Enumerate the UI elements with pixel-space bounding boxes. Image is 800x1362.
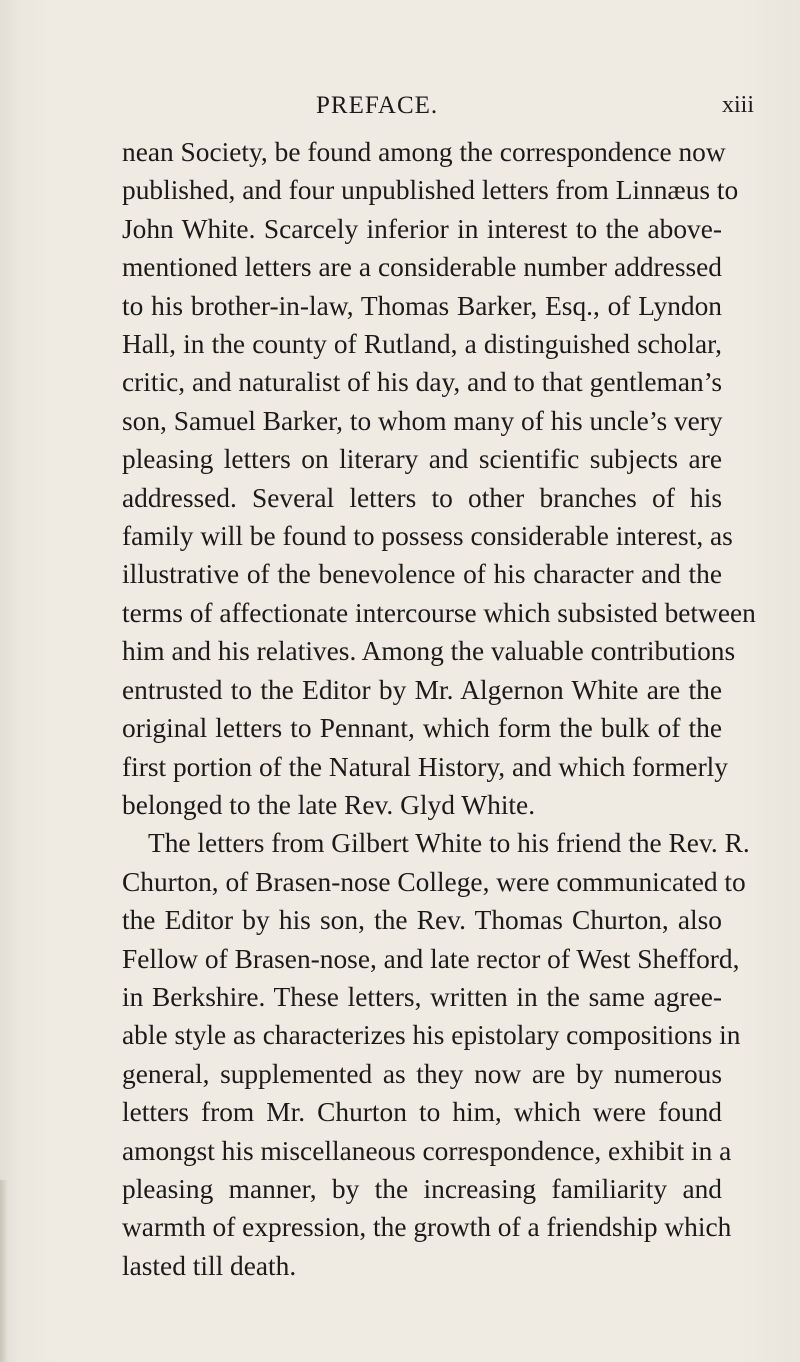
text-line: him and his relatives. Among the valuable contributions xyxy=(122,636,736,667)
page-number: xiii xyxy=(722,92,755,118)
text-line: Churton, of Brasen-nose College, were communicated to xyxy=(122,866,746,897)
text-line: able style as characterizes his epistolary compositions in xyxy=(122,1020,741,1051)
text-line: Fellow of Brasen-nose, and late rector of West Shefford, xyxy=(122,943,740,974)
text-line: family will be found to possess considerable interest, as xyxy=(122,521,733,552)
text-line: mentioned letters are a considerable number addressed xyxy=(122,252,722,283)
text-line: pleasing manner, by the increasing familiarity and xyxy=(122,1173,722,1204)
text-line: critic, and naturalist of his day, and to that gentleman’s xyxy=(122,367,722,398)
text-line: published, and four unpublished letters from Linnæus to xyxy=(122,175,739,206)
text-line: letters from Mr. Churton to him, which were found xyxy=(122,1097,722,1128)
running-head xyxy=(0,92,800,132)
text-line: pleasing letters on literary and scientific subjects are xyxy=(122,444,722,475)
text-line: lasted till death. xyxy=(122,1250,297,1281)
text-line: addressed. Several letters to other branches of his xyxy=(122,482,722,513)
running-head-title: PREFACE. xyxy=(316,92,439,119)
text-line: belonged to the late Rev. Glyd White. xyxy=(122,789,536,820)
text-line: to his brother-in-law, Thomas Barker, Esq., of Lyndon xyxy=(122,290,722,321)
text-line: The letters from Gilbert White to his friend the Rev. R. xyxy=(148,828,750,859)
preface-body-text xyxy=(122,133,756,1285)
text-line: nean Society, be found among the correspondence now xyxy=(122,137,726,167)
text-line: in Berkshire. These letters, written in the same agree- xyxy=(122,981,722,1012)
text-line: the Editor by his son, the Rev. Thomas Churton, also xyxy=(122,905,722,936)
text-line: warmth of expression, the growth of a friendship which xyxy=(122,1212,732,1243)
text-line: John White. Scarcely inferior in interest to the above- xyxy=(122,213,722,244)
page-edge-shadow xyxy=(0,1180,8,1362)
text-line: Hall, in the county of Rutland, a distinguished scholar, xyxy=(122,329,722,360)
text-line: general, supplemented as they now are by numerous xyxy=(122,1058,722,1089)
text-line: amongst his miscellaneous correspondence, exhibit in a xyxy=(122,1135,732,1166)
text-line: first portion of the Natural History, and which formerly xyxy=(122,751,728,782)
text-line: illustrative of the benevolence of his character and the xyxy=(122,559,722,590)
text-line: son, Samuel Barker, to whom many of his uncle’s very xyxy=(122,405,723,436)
text-line: entrusted to the Editor by Mr. Algernon White are the xyxy=(122,674,722,705)
text-line: terms of affectionate intercourse which subsisted between xyxy=(122,597,756,628)
text-line: original letters to Pennant, which form the bulk of the xyxy=(122,713,722,744)
